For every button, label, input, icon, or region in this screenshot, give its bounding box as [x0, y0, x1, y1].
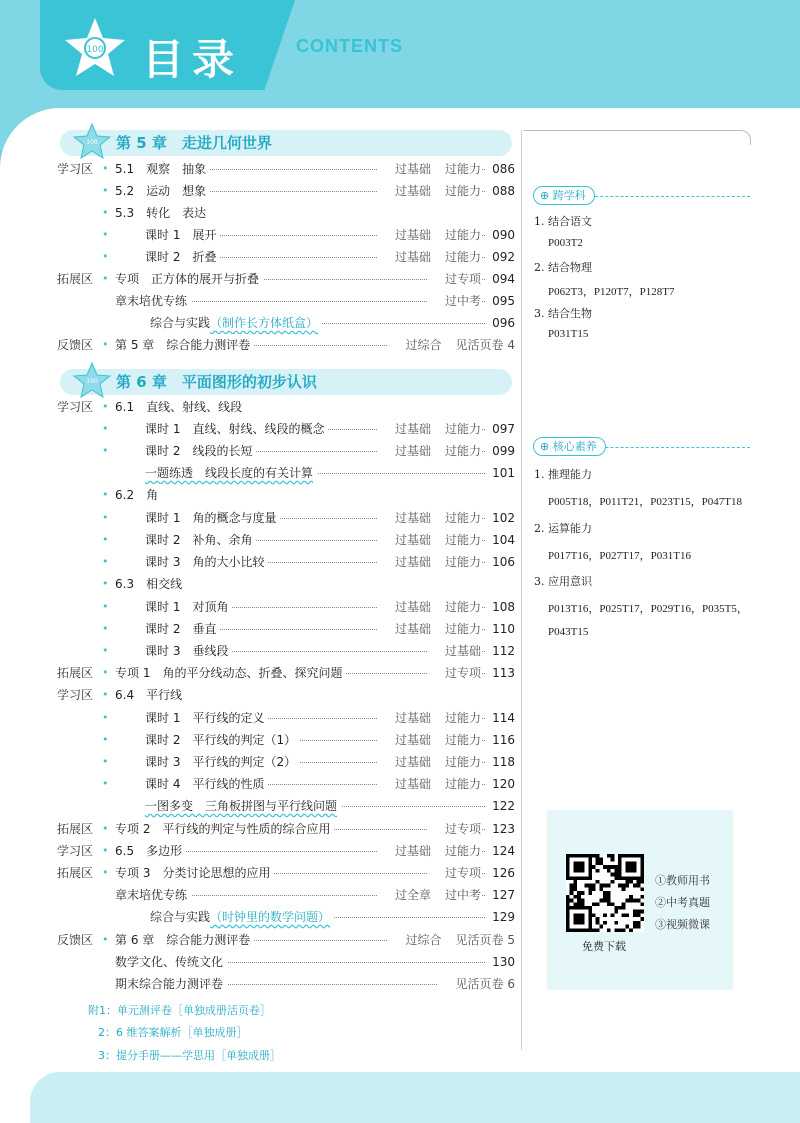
bullet-icon: • [102, 866, 109, 879]
toc-row[interactable] [0, 312, 515, 334]
level-tag: 过专项 [444, 272, 481, 286]
zone-label: 拓展区 [57, 822, 94, 836]
level-tags [377, 596, 481, 618]
level-tag: 过基础 [394, 600, 431, 614]
bullet-icon: • [102, 400, 109, 413]
page-number: 095 [485, 290, 515, 312]
level-tag: 过基础 [394, 511, 431, 525]
bullet-icon: • [102, 755, 109, 768]
page-number: 088 [485, 180, 515, 202]
toc-row[interactable] [0, 795, 515, 817]
toc-row[interactable] [0, 573, 515, 595]
entry-title-text: 第 5 章 综合能力测评卷 [115, 338, 251, 352]
star-mascot-icon [72, 361, 112, 399]
entry-title-text: 期末综合能力测评卷 [115, 977, 224, 991]
zone-label: 拓展区 [57, 272, 94, 286]
entry-title-text: 6.1 直线、射线、线段 [115, 400, 243, 414]
page-number: 112 [485, 640, 515, 662]
entry-subtitle: （时钟里的数学问题） [210, 910, 331, 924]
level-tag: 过基础 [394, 250, 431, 264]
toc-row[interactable] [0, 158, 515, 180]
entry-title-text: 综合与实践 [150, 316, 211, 330]
level-tags [377, 529, 481, 551]
level-tags [377, 418, 481, 440]
toc-row[interactable] [0, 484, 515, 506]
entry-title[interactable] [145, 224, 220, 246]
option-exam-questions: ②中考真题 [655, 896, 710, 909]
appendix-item[interactable]: 附1：单元测评卷［单独成册活页卷］ [88, 1004, 271, 1017]
option-teacher-book: ①教师用书 [655, 874, 710, 887]
level-tags [427, 290, 481, 312]
entry-title[interactable] [115, 290, 191, 312]
bullet-icon: • [102, 644, 109, 657]
entry-title-text: 课时 2 平行线的判定（1） [145, 733, 297, 747]
entry-title[interactable] [145, 418, 328, 440]
entry-title-text: 课时 2 线段的长短 [145, 444, 253, 458]
page-number: 086 [485, 158, 515, 180]
page-number: 110 [485, 618, 515, 640]
level-tag: 过全章 [394, 888, 431, 902]
level-tag: 过基础 [394, 184, 431, 198]
toc-row[interactable] [0, 418, 515, 440]
svg-text:100: 100 [86, 378, 98, 385]
bullet-icon: • [102, 206, 109, 219]
entry-title-text: 课时 1 直线、射线、线段的概念 [145, 422, 325, 436]
entry-title-text: 5.2 运动 想象 [115, 184, 207, 198]
level-tag: 过基础 [394, 844, 431, 858]
entry-title-text: 5.3 转化 表达 [115, 206, 207, 220]
entry-title[interactable] [115, 334, 254, 356]
page-number: 090 [485, 224, 515, 246]
level-tag: 过基础 [394, 755, 431, 769]
entry-title-text: 专项 3 分类讨论思想的应用 [115, 866, 271, 880]
entry-title-text: 课时 2 折叠 [145, 250, 217, 264]
entry-title-text: 课时 3 垂线段 [145, 644, 229, 658]
side-reference: P017T16，P027T17，P031T16 [548, 550, 692, 562]
level-tag: 过基础 [394, 228, 431, 242]
page-number: 113 [485, 662, 515, 684]
bullet-icon: • [102, 622, 109, 635]
level-tag: 过能力 [444, 162, 481, 176]
toc-row[interactable] [0, 396, 515, 418]
page-number: 116 [485, 729, 515, 751]
level-tag: 过能力 [444, 600, 481, 614]
bullet-icon: • [102, 844, 109, 857]
bullet-icon: • [102, 511, 109, 524]
entry-title[interactable] [145, 551, 268, 573]
entry-title-text: 5.1 观察 抽象 [115, 162, 207, 176]
side-reference: P013T16，P025T17，P029T16，P035T5， [548, 603, 748, 615]
toc-row[interactable] [0, 246, 515, 268]
side-reference: P031T15 [548, 328, 589, 340]
entry-title[interactable] [145, 795, 341, 817]
toc-row[interactable] [0, 707, 515, 729]
toc-row[interactable] [0, 596, 515, 618]
entry-title[interactable] [145, 440, 256, 462]
option-video-lessons: ③视频微课 [655, 918, 710, 931]
level-tags [377, 707, 481, 729]
entry-title-text: 6.3 相交线 [115, 577, 183, 591]
entry-title[interactable] [115, 840, 186, 862]
entry-title[interactable] [115, 818, 334, 840]
entry-title-text: 课时 2 补角、余角 [145, 533, 253, 547]
page-title: 目录 [142, 35, 243, 84]
entry-title[interactable] [115, 573, 186, 595]
level-tags [377, 551, 481, 573]
level-tags [427, 268, 481, 290]
level-tag: 过专项 [444, 866, 481, 880]
toc-row[interactable] [0, 462, 515, 484]
entry-title[interactable] [145, 618, 220, 640]
level-tag: 过基础 [444, 644, 481, 658]
entry-title[interactable] [115, 951, 227, 973]
page-number: 097 [485, 418, 515, 440]
level-tags [427, 862, 481, 884]
page-number: 102 [485, 507, 515, 529]
entry-title[interactable] [115, 396, 246, 418]
zone-label: 学习区 [57, 688, 94, 702]
bullet-icon: • [102, 733, 109, 746]
entry-title-text: 专项 2 平行线的判定与性质的综合应用 [115, 822, 331, 836]
toc-row[interactable] [0, 440, 515, 462]
entry-title[interactable] [115, 158, 210, 180]
bullet-icon: • [102, 272, 109, 285]
level-tag: 过能力 [444, 250, 481, 264]
side-category: 3. 应用意识 [534, 575, 592, 588]
entry-title[interactable] [115, 484, 162, 506]
toc-row[interactable] [0, 529, 515, 551]
entry-title[interactable] [145, 640, 232, 662]
page-number: 122 [485, 795, 515, 817]
level-tags [377, 224, 481, 246]
entry-title[interactable] [150, 312, 322, 334]
zone-label: 拓展区 [57, 866, 94, 880]
toc-row[interactable] [0, 973, 515, 995]
entry-title[interactable] [145, 773, 268, 795]
level-tag: 见活页卷 6 [455, 977, 515, 991]
entry-title[interactable] [145, 596, 232, 618]
entry-title[interactable] [145, 462, 317, 484]
entry-title-text: 综合与实践 [150, 910, 211, 924]
side-category: 1. 结合语文 [534, 215, 592, 228]
bullet-icon: • [102, 338, 109, 351]
toc-row[interactable] [0, 290, 515, 312]
level-tags [377, 618, 481, 640]
entry-title[interactable] [145, 529, 256, 551]
entry-title-text: 一图多变 三角板拼图与平行线问题 [145, 799, 338, 813]
toc-row[interactable] [0, 929, 515, 951]
page-subtitle: CONTENTS [296, 36, 403, 56]
entry-title[interactable] [115, 929, 254, 951]
level-tags [377, 507, 481, 529]
level-tag: 过基础 [394, 733, 431, 747]
entry-subtitle: （制作长方体纸盒） [210, 316, 319, 330]
toc-row[interactable] [0, 751, 515, 773]
side-reference: P043T15 [548, 626, 589, 638]
bullet-icon: • [102, 711, 109, 724]
page-number: 129 [485, 906, 515, 928]
toc-row[interactable] [0, 884, 515, 906]
bullet-icon: • [102, 933, 109, 946]
toc-row[interactable] [0, 862, 515, 884]
entry-title[interactable] [115, 862, 274, 884]
entry-title-text: 课时 1 平行线的定义 [145, 711, 265, 725]
bullet-icon: • [102, 533, 109, 546]
level-tag: 过能力 [444, 184, 481, 198]
zone-label: 学习区 [57, 162, 94, 176]
level-tag: 过综合 [405, 933, 442, 947]
toc-row[interactable] [0, 334, 515, 356]
level-tags [427, 818, 481, 840]
page-number: 130 [485, 951, 515, 973]
appendix-item[interactable]: 3：提分手册——学思用［单独成册］ [98, 1049, 281, 1062]
level-tag: 过基础 [394, 711, 431, 725]
entry-title-text: 章末培优专练 [115, 888, 188, 902]
level-tag: 过专项 [444, 666, 481, 680]
page-number: 099 [485, 440, 515, 462]
level-tag: 过能力 [444, 622, 481, 636]
svg-text:100: 100 [86, 139, 98, 146]
toc-row[interactable] [0, 818, 515, 840]
entry-title-text: 课时 1 展开 [145, 228, 217, 242]
zone-label: 反馈区 [57, 933, 94, 947]
level-tag: 过能力 [444, 511, 481, 525]
level-tag: 过能力 [444, 711, 481, 725]
zone-label: 学习区 [57, 844, 94, 858]
toc-row[interactable] [0, 906, 515, 928]
level-tag: 过能力 [444, 755, 481, 769]
level-tag: 见活页卷 4 [455, 338, 515, 352]
bullet-icon: • [102, 444, 109, 457]
bullet-icon: • [102, 555, 109, 568]
level-tags [377, 751, 481, 773]
toc-row[interactable] [0, 773, 515, 795]
entry-title[interactable] [145, 246, 220, 268]
chapter-title: 第 6 章 平面图形的初步认识 [116, 373, 317, 391]
level-tags [438, 973, 515, 995]
bullet-icon: • [102, 250, 109, 263]
page-number: 120 [485, 773, 515, 795]
entry-title-text: 6.5 多边形 [115, 844, 183, 858]
page-number: 118 [485, 751, 515, 773]
entry-title-text: 章末培优专练 [115, 294, 188, 308]
level-tags [427, 640, 481, 662]
level-tag: 见活页卷 5 [455, 933, 515, 947]
entry-title-text: 数学文化、传统文化 [115, 955, 224, 969]
qr-code-icon[interactable] [566, 854, 644, 932]
level-tag: 过中考 [444, 294, 481, 308]
entry-title-text: 课时 3 角的大小比较 [145, 555, 265, 569]
page-number: 101 [485, 462, 515, 484]
entry-title-text: 专项 1 角的平分线动态、折叠、探究问题 [115, 666, 343, 680]
level-tag: 过能力 [444, 533, 481, 547]
level-tag: 过能力 [444, 228, 481, 242]
level-tags [388, 929, 515, 951]
entry-title-text: 6.4 平行线 [115, 688, 183, 702]
bullet-icon: • [102, 688, 109, 701]
toc-row[interactable] [0, 840, 515, 862]
chapter-title: 第 5 章 走进几何世界 [116, 134, 272, 152]
bullet-icon: • [102, 577, 109, 590]
level-tag: 过能力 [444, 555, 481, 569]
level-tag: 过能力 [444, 733, 481, 747]
entry-title[interactable] [115, 202, 210, 224]
level-tags [377, 180, 481, 202]
toc-row[interactable] [0, 224, 515, 246]
level-tag: 过能力 [444, 844, 481, 858]
entry-title-text: 课时 1 对顶角 [145, 600, 229, 614]
entry-title-text: 课时 2 垂直 [145, 622, 217, 636]
bullet-icon: • [102, 822, 109, 835]
page-number: 124 [485, 840, 515, 862]
entry-title[interactable] [115, 684, 186, 706]
entry-title[interactable] [115, 268, 263, 290]
level-tag: 过基础 [394, 622, 431, 636]
level-tags [427, 662, 481, 684]
entry-title-text: 6.2 角 [115, 488, 159, 502]
toc-row[interactable] [0, 268, 515, 290]
entry-title[interactable] [145, 751, 300, 773]
entry-title-text: 一题练透 线段长度的有关计算 [145, 466, 314, 480]
page-number: 106 [485, 551, 515, 573]
level-tags [377, 840, 481, 862]
bullet-icon: • [102, 777, 109, 790]
level-tags [377, 440, 481, 462]
toc-row[interactable] [0, 202, 515, 224]
entry-title-text: 课时 3 平行线的判定（2） [145, 755, 297, 769]
zone-label: 学习区 [57, 400, 94, 414]
level-tag: 过综合 [405, 338, 442, 352]
page-number: 096 [485, 312, 515, 334]
level-tag: 过能力 [444, 777, 481, 791]
level-tag: 过基础 [394, 555, 431, 569]
core-literacy-badge: ⊕ 核心素养 [533, 437, 606, 456]
entry-title[interactable] [115, 662, 346, 684]
entry-title-text: 课时 4 平行线的性质 [145, 777, 265, 791]
level-tag: 过基础 [394, 444, 431, 458]
cross-subject-badge: ⊕ 跨学科 [533, 186, 595, 205]
bullet-icon: • [102, 162, 109, 175]
entry-title[interactable] [115, 884, 191, 906]
level-tag: 过基础 [394, 533, 431, 547]
side-reference: P005T18，P011T21，P023T15，P047T18 [548, 496, 742, 508]
bullet-icon: • [102, 422, 109, 435]
free-download-label: 免费下载 [582, 940, 626, 953]
entry-title[interactable] [145, 707, 268, 729]
level-tags [377, 158, 481, 180]
entry-title-text: 课时 1 角的概念与度量 [145, 511, 277, 525]
page-number: 104 [485, 529, 515, 551]
side-reference: P062T3，P120T7，P128T7 [548, 286, 675, 298]
toc-row[interactable] [0, 551, 515, 573]
entry-title-text: 第 6 章 综合能力测评卷 [115, 933, 251, 947]
level-tags [377, 246, 481, 268]
entry-title[interactable] [115, 180, 210, 202]
level-tag: 过专项 [444, 822, 481, 836]
page-number: 126 [485, 862, 515, 884]
appendix-item[interactable]: 2：6 维答案解析［单独成册］ [98, 1026, 248, 1039]
side-category: 3. 结合生物 [534, 307, 592, 320]
side-reference: P003T2 [548, 237, 583, 249]
divider [580, 196, 750, 197]
entry-title[interactable] [145, 729, 300, 751]
page-number: 094 [485, 268, 515, 290]
bullet-icon: • [102, 184, 109, 197]
entry-title[interactable] [145, 507, 280, 529]
level-tag: 过基础 [394, 777, 431, 791]
toc-row[interactable] [0, 507, 515, 529]
zone-label: 拓展区 [57, 666, 94, 680]
toc-row[interactable] [0, 662, 515, 684]
level-tag: 过基础 [394, 422, 431, 436]
level-tags [377, 773, 481, 795]
page-number: 127 [485, 884, 515, 906]
page-number: 092 [485, 246, 515, 268]
page-number: 123 [485, 818, 515, 840]
level-tags [388, 334, 515, 356]
entry-title[interactable] [150, 906, 334, 928]
toc-row[interactable] [0, 180, 515, 202]
toc-row[interactable] [0, 640, 515, 662]
chapter-banner[interactable] [60, 130, 512, 156]
level-tags [377, 729, 481, 751]
star-mascot-icon [72, 122, 112, 160]
level-tag: 过基础 [394, 162, 431, 176]
page-number: 114 [485, 707, 515, 729]
bullet-icon: • [102, 666, 109, 679]
level-tags [377, 884, 481, 906]
page-number: 108 [485, 596, 515, 618]
bullet-icon: • [102, 488, 109, 501]
toc-row[interactable] [0, 729, 515, 751]
side-category: 2. 结合物理 [534, 261, 592, 274]
svg-text:100: 100 [86, 45, 104, 55]
chapter-banner[interactable] [60, 369, 512, 395]
level-tag: 过能力 [444, 444, 481, 458]
zone-label: 反馈区 [57, 338, 94, 352]
toc-row[interactable] [0, 684, 515, 706]
bullet-icon: • [102, 600, 109, 613]
bullet-icon: • [102, 228, 109, 241]
toc-row[interactable] [0, 618, 515, 640]
level-tag: 过能力 [444, 422, 481, 436]
toc-row[interactable] [0, 951, 515, 973]
level-tag: 过中考 [444, 888, 481, 902]
entry-title[interactable] [115, 973, 227, 995]
side-category: 2. 运算能力 [534, 522, 592, 535]
side-category: 1. 推理能力 [534, 468, 592, 481]
entry-title-text: 专项 正方体的展开与折叠 [115, 272, 260, 286]
